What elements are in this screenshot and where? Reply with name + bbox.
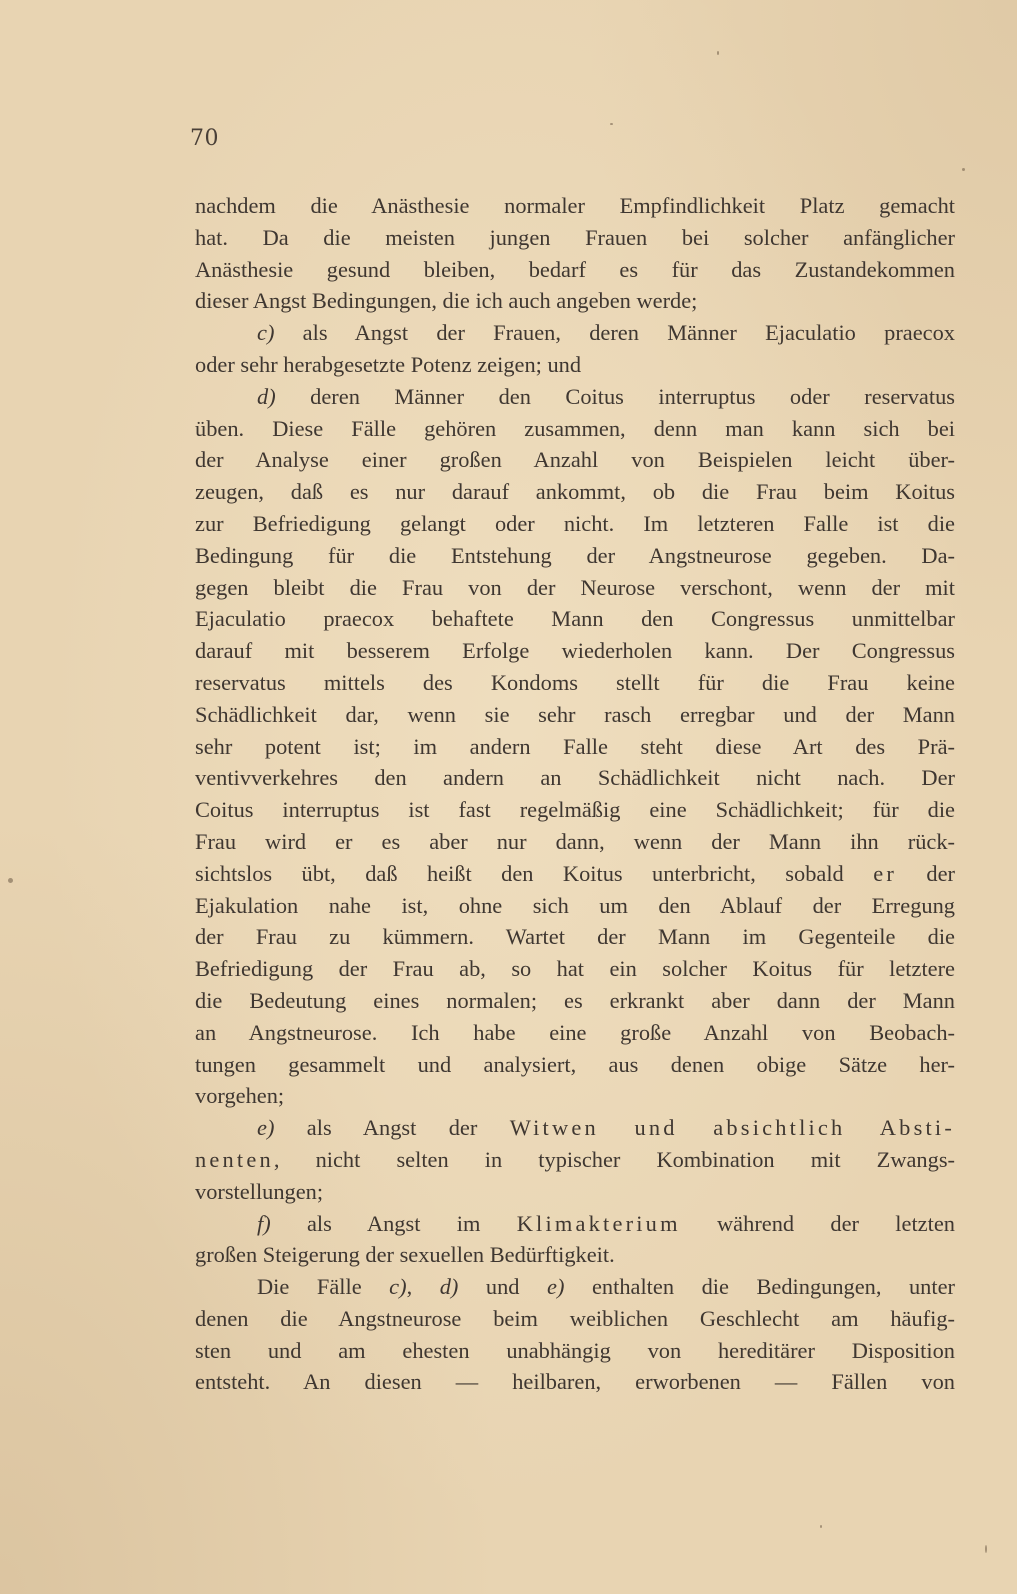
text-line — [195, 1366, 955, 1398]
text-run: Schädlichkeit dar, wenn sie sehr rasch erregbar und der Mann — [195, 701, 955, 727]
text-run: oder sehr herabgesetzte Potenz zeigen; und — [195, 351, 582, 377]
text-run: sichtslos übt, daß heißt den Koitus unterbricht, sobald — [195, 860, 874, 886]
body-text — [195, 190, 955, 1398]
text-line — [195, 762, 955, 794]
paper-speck — [717, 51, 719, 55]
text-run: während der letzten — [680, 1210, 955, 1236]
text-line — [195, 1176, 955, 1208]
text-line — [195, 1239, 955, 1271]
text-run: sehr potent ist; im andern Falle steht diese Art des Prä- — [195, 733, 955, 759]
text-run: die Bedeutung eines normalen; es erkrankt aber dann der Mann — [195, 987, 955, 1013]
text-run: nachdem die Anästhesie normaler Empfindlichkeit Platz gemacht — [195, 193, 955, 218]
text-run: vorstellungen; — [195, 1178, 324, 1204]
text-line — [195, 1112, 955, 1144]
text-run: Ejaculatio praecox behaftete Mann den Congressus unmittelbar — [195, 606, 955, 632]
paper-speck — [820, 1525, 822, 1528]
text-run: zeugen, daß es nur darauf ankommt, ob die Frau beim Koitus — [195, 479, 955, 505]
spaced-emphasis: nenten — [195, 1146, 274, 1172]
text-line — [195, 890, 955, 922]
text-run: darauf mit besserem Erfolge wiederholen kann. Der Congressus — [195, 638, 955, 664]
text-line — [195, 444, 955, 476]
text-run: reservatus mittels des Kondoms stellt für die Frau keine — [195, 669, 955, 695]
text-run: dieser Angst Bedingungen, die ich auch angeben werde; — [195, 288, 698, 314]
text-run: vorgehen; — [195, 1083, 285, 1109]
paper-speck — [962, 168, 965, 171]
text-line — [195, 667, 955, 699]
list-marker: d) — [257, 383, 276, 409]
text-run: deren Männer den Coitus interruptus oder reservatus — [275, 383, 955, 409]
text-line — [195, 508, 955, 540]
text-line — [195, 1080, 955, 1112]
text-run: Die Fälle — [257, 1274, 390, 1300]
text-run: der Analyse einer großen Anzahl von Beispielen leicht über- — [195, 447, 955, 473]
text-line — [195, 1335, 955, 1367]
text-line — [195, 1208, 955, 1240]
text-line — [195, 222, 955, 254]
text-run: Bedingung für die Entstehung der Angstneurose gegeben. Da- — [195, 542, 955, 568]
text-run: Coitus interruptus ist fast regelmäßig eine Schädlichkeit; für die — [195, 797, 955, 823]
text-run: hat. Da die meisten jungen Frauen bei solcher anfänglicher — [195, 224, 955, 250]
text-line — [195, 413, 955, 445]
text-run: als Angst im — [270, 1210, 517, 1236]
text-run: Frau wird er es aber nur dann, wenn der Mann ihn rück- — [195, 828, 955, 854]
paper-speck — [985, 1545, 987, 1553]
text-line — [195, 953, 955, 985]
text-line — [195, 254, 955, 286]
text-line — [195, 572, 955, 604]
text-run: als Angst der — [274, 1115, 510, 1141]
text-line — [195, 317, 955, 349]
text-line — [195, 794, 955, 826]
text-line — [195, 699, 955, 731]
text-line — [195, 635, 955, 667]
text-run: und — [458, 1274, 548, 1300]
text-line — [195, 190, 955, 222]
text-line — [195, 858, 955, 890]
text-run: denen die Angstneurose beim weiblichen Geschlecht am häufig- — [195, 1305, 955, 1331]
text-run: der Frau zu kümmern. Wartet der Mann im Gegenteile die — [195, 924, 955, 950]
text-run: zur Befriedigung gelangt oder nicht. Im letzteren Falle ist die — [195, 510, 955, 536]
text-line — [195, 1017, 955, 1049]
text-run: Befriedigung der Frau ab, so hat ein solcher Koitus für letztere — [195, 956, 955, 982]
text-line — [195, 476, 955, 508]
text-line — [195, 1303, 955, 1335]
text-line — [195, 921, 955, 953]
spaced-emphasis: Witwen und absichtlich Absti- — [509, 1115, 955, 1141]
text-run: , nicht selten in typischer Kombination mit Zwangs- — [273, 1146, 955, 1172]
text-run: als Angst der Frauen, deren Männer Ejaculatio praecox — [274, 320, 955, 346]
text-line — [195, 1049, 955, 1081]
list-marker: e) — [547, 1274, 565, 1300]
paper-speck — [610, 123, 613, 125]
spaced-emphasis: er — [873, 860, 897, 886]
text-run: großen Steigerung der sexuellen Bedürftigkeit. — [195, 1242, 615, 1268]
list-marker: c) — [389, 1274, 407, 1300]
text-run: tungen gesammelt und analysiert, aus denen obige Sätze her- — [195, 1051, 955, 1077]
list-marker: d) — [439, 1274, 459, 1300]
text-run: Anästhesie gesund bleiben, bedarf es für das Zustandekommen — [195, 256, 955, 282]
text-line — [195, 603, 955, 635]
list-marker: e) — [257, 1115, 275, 1141]
text-line — [195, 540, 955, 572]
page-number: 70 — [190, 126, 219, 151]
text-line — [195, 826, 955, 858]
text-run: entsteht. An diesen — heilbaren, erworbenen — Fällen von — [195, 1369, 955, 1395]
list-marker: c) — [257, 320, 275, 346]
text-line — [195, 1271, 955, 1303]
text-run: ventivverkehres den andern an Schädlichkeit nicht nach. Der — [195, 765, 955, 791]
text-line — [195, 1144, 955, 1176]
text-line — [195, 285, 955, 317]
text-run: sten und am ehesten unabhängig von hereditärer Disposition — [195, 1337, 955, 1363]
text-line — [195, 731, 955, 763]
text-run: an Angstneurose. Ich habe eine große Anzahl von Beobach- — [195, 1019, 955, 1045]
text-line — [195, 349, 955, 381]
paper-speck — [8, 878, 13, 883]
text-run: gegen bleibt die Frau von der Neurose verschont, wenn der mit — [195, 574, 955, 600]
text-run: enthalten die Bedingungen, unter — [564, 1274, 955, 1300]
text-run: , — [406, 1274, 440, 1300]
text-run: üben. Diese Fälle gehören zusammen, denn man kann sich bei — [195, 415, 955, 441]
spaced-emphasis: Klimakterium — [516, 1210, 681, 1236]
text-line — [195, 985, 955, 1017]
text-run: Ejakulation nahe ist, ohne sich um den Ablauf der Erregung — [195, 892, 955, 918]
text-run: der — [896, 860, 955, 886]
list-marker: f) — [257, 1210, 271, 1236]
text-line — [195, 381, 955, 413]
